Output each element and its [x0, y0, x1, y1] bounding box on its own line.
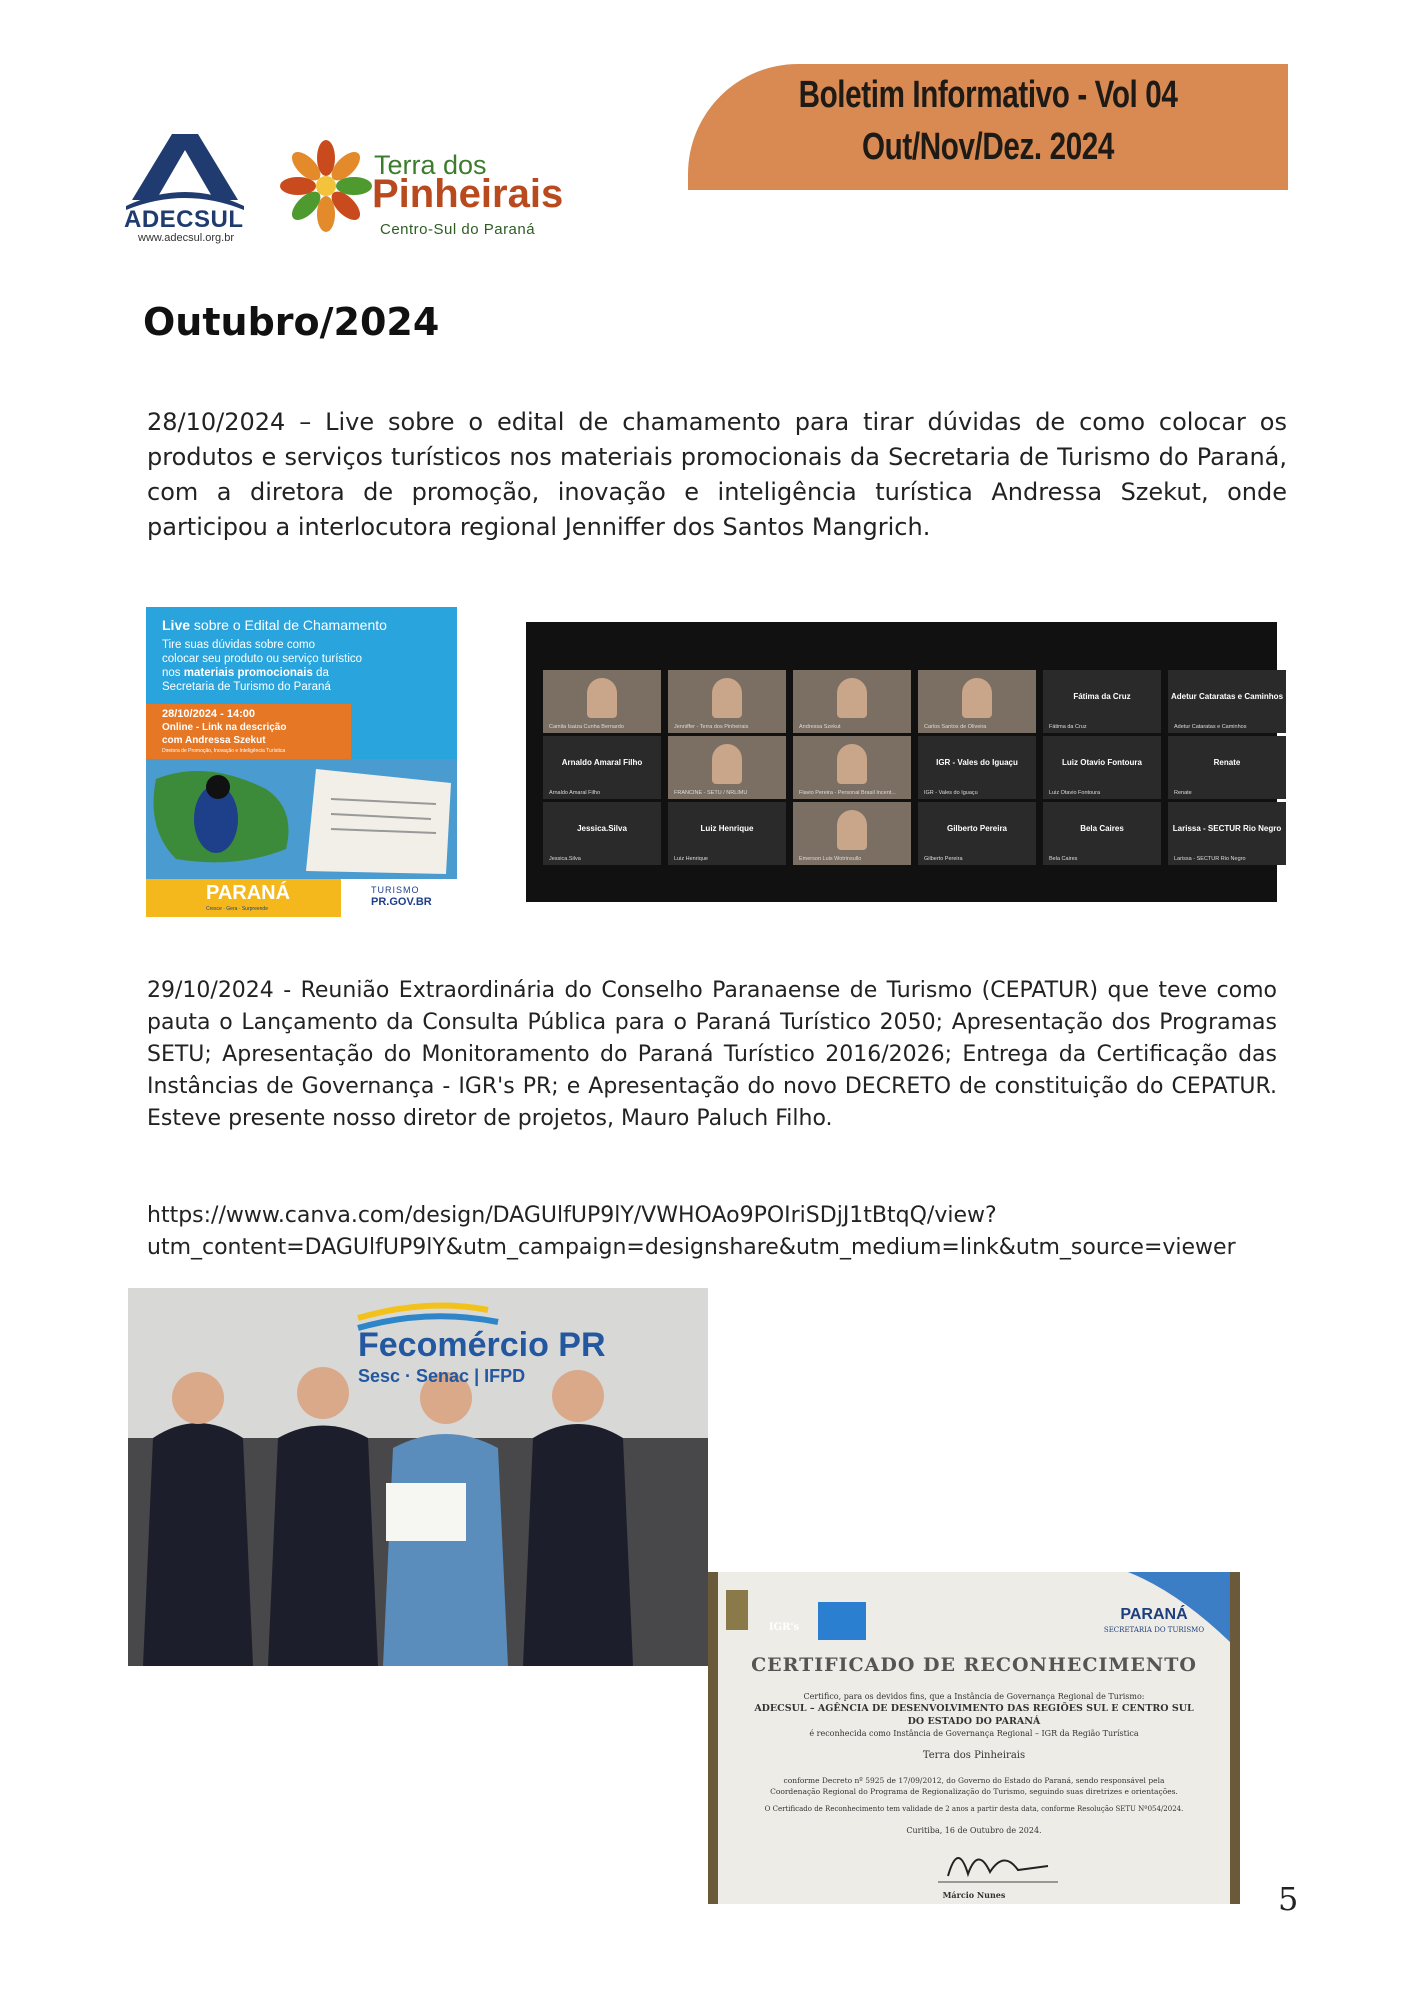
cert-state-sub: SECRETARIA DO TURISMO — [1103, 1626, 1205, 1634]
fecomercio-sign: Fecomércio PR — [358, 1326, 606, 1364]
poster-role: Diretora de Promoção, Inovação e Inteligência Turística — [162, 748, 286, 754]
participant-label: Flavio Pereira - Personal Brasil Incent... — [799, 790, 896, 796]
poster-title: Live sobre o Edital de Chamamento — [162, 617, 387, 633]
tp-logo-line2: Pinheirais — [372, 172, 564, 216]
meeting-tile — [1168, 736, 1286, 799]
participant-label: Jenniffer - Terra dos Pinheirais — [674, 724, 749, 730]
section-title: Outubro/2024 — [143, 300, 440, 344]
poster-line3: nos materiais promocionais da — [162, 667, 329, 679]
participant-label: Luiz Otavio Fontoura — [1049, 790, 1101, 796]
participant-name: Gilberto Pereira — [946, 824, 1008, 833]
poster-line1: Tire suas dúvidas sobre como — [162, 639, 315, 651]
participant-label: Arnaldo Amaral Filho — [549, 790, 601, 796]
poster-map-illustration — [146, 759, 457, 879]
certificate-photo — [708, 1572, 1240, 1904]
participant-name: Renate — [1213, 758, 1241, 767]
canva-link[interactable] — [147, 1200, 1297, 1264]
participant-label: Luiz Henrique — [674, 856, 708, 862]
meeting-tile — [793, 736, 911, 799]
participant-name: Luiz Henrique — [700, 824, 754, 833]
meeting-tile — [1043, 670, 1161, 733]
cert-title: CERTIFICADO DE RECONHECIMENTO — [751, 1654, 1197, 1676]
entry-29-10: 29/10/2024 - Reunião Extraordinária do Conselho Paranaense de Turismo (CEPATUR) que teve como pauta o Lançamento da Consulta Pública para o Paraná Turístico 2050; Apresentação dos Programas SETU; Apresentação do Monitoramento do Paraná Turístico 2016/2026; Entrega da Certificação das Instâncias de Governança - IGR's PR; e Apresentação do novo DECRETO de constituição do CEPATUR. Esteve presente nosso diretor de projetos, Mauro Paluch Filho. — [147, 978, 1277, 1131]
meeting-tile — [1043, 802, 1161, 865]
poster-line2: colocar seu produto ou serviço turístico — [162, 653, 363, 665]
poster-site-box — [341, 879, 457, 917]
poster-brand-sub: Cresce · Gera · Surpreende — [206, 906, 268, 912]
participant-label: Bela Caires — [1049, 856, 1078, 862]
tp-logo-line1: Terra dos — [374, 150, 487, 180]
participant-label: Gilberto Pereira — [924, 856, 963, 862]
participant-video — [712, 678, 742, 718]
participant-name: Adetur Cataratas e Caminhos — [1170, 692, 1284, 701]
cert-line2: ADECSUL – AGÊNCIA DE DESENVOLVIMENTO DAS REGIÕES SUL E CENTRO SUL — [754, 1703, 1194, 1714]
participant-name: Fátima da Cruz — [1073, 692, 1131, 701]
poster-site1: TURISMO — [371, 885, 420, 895]
meeting-tile — [918, 736, 1036, 799]
adecsul-url: www.adecsul.org.br — [138, 232, 234, 244]
poster-brand: PARANÁ — [206, 882, 291, 904]
meeting-tile — [793, 802, 911, 865]
participant-label: Carlos Santos de Oliveira — [924, 724, 987, 730]
poster-with: com Andressa Szekut — [162, 735, 266, 746]
bulletin-period: Out/Nov/Dez. 2024 — [862, 126, 1114, 168]
poster-site2: PR.GOV.BR — [371, 896, 432, 908]
terra-dos-pinheirais-flower-logo — [276, 136, 376, 236]
canva-link-line2[interactable]: utm_content=DAGUlfUP9lY&utm_campaign=designshare&utm_medium=link&utm_source=viewer — [147, 1235, 1236, 1260]
cert-line4: é reconhecida como Instância de Governança Regional – IGR da Região Turística — [809, 1729, 1139, 1738]
participant-label: IGR - Vales do Iguaçu — [924, 790, 978, 796]
participant-name: Luiz Otavio Fontoura — [1062, 758, 1142, 767]
meeting-tile — [543, 802, 661, 865]
poster-bird-map-art — [146, 759, 457, 879]
participant-label: Fátima da Cruz — [1049, 724, 1087, 730]
cert-line7: Coordenação Regional do Programa de Regionalização do Turismo, seguindo suas diretrizes e orientações. — [770, 1787, 1178, 1796]
meeting-tile — [543, 736, 661, 799]
participant-video — [712, 744, 742, 784]
participant-label: Adetur Cataratas e Caminhos — [1174, 724, 1247, 730]
participant-name: Bela Caires — [1080, 824, 1124, 833]
poster-datetime: 28/10/2024 - 14:00 — [162, 708, 255, 720]
cert-line1: Certifico, para os devidos fins, que a Instância de Governança Regional de Turismo: — [803, 1692, 1145, 1701]
cert-igr: IGR's — [768, 1622, 800, 1633]
participant-label: Camila Isaiza Cunha Bernardo — [549, 724, 624, 730]
video-meeting-screenshot — [526, 622, 1284, 902]
cert-signature — [938, 1836, 1058, 1888]
participant-video — [837, 744, 867, 784]
poster-line4: Secretaria de Turismo do Paraná — [162, 681, 331, 693]
cepatur-group-photo — [128, 1288, 708, 1666]
poster-event-box — [146, 704, 351, 759]
meeting-tile — [918, 802, 1036, 865]
poster-online: Online - Link na descrição — [162, 722, 287, 733]
tp-logo-line3: Centro-Sul do Paraná — [380, 221, 536, 238]
participant-name: IGR - Vales do Iguaçu — [936, 758, 1018, 767]
live-poster-image — [146, 607, 457, 917]
meeting-tile — [543, 670, 661, 733]
cert-line5: Terra dos Pinheirais — [922, 1750, 1026, 1761]
participant-name: Arnaldo Amaral Filho — [561, 758, 643, 767]
entry-28-10: 28/10/2024 – Live sobre o edital de chamamento para tirar dúvidas de como colocar os produtos e serviços turísticos nos materiais promocionais da Secretaria de Turismo do Paraná, com a diretora de promoção, inovação e inteligência turística Andressa Szekut, onde participou a interlocutora regional Jenniffer dos Santos Mangrich. — [147, 408, 1287, 541]
participant-video — [837, 810, 867, 850]
participant-name: Larissa - SECTUR Rio Negro — [1172, 824, 1282, 833]
participant-video — [587, 678, 617, 718]
cert-signer: Márcio Nunes — [942, 1890, 1006, 1900]
canva-link-line1[interactable]: https://www.canva.com/design/DAGUlfUP9lY/VWHOAo9POIriSDjJ1tBtqQ/view? — [147, 1203, 997, 1228]
participant-label: Emerson Luis Wotrinsullo — [799, 856, 862, 862]
participant-label: Andressa Szekut — [799, 724, 841, 730]
meeting-tile — [668, 736, 786, 799]
meeting-tile — [793, 670, 911, 733]
cert-line8: O Certificado de Reconhecimento tem validade de 2 anos a partir desta data, conforme Resolução SETU Nº054/2024. — [764, 1805, 1184, 1813]
cert-line3: DO ESTADO DO PARANÁ — [907, 1716, 1041, 1727]
page-number: 5 — [1278, 1880, 1299, 1918]
meeting-tile — [1168, 802, 1286, 865]
participant-label: Larissa - SECTUR Rio Negro — [1174, 856, 1246, 862]
participant-label: Jessica.Silva — [549, 856, 581, 862]
participant-label: FRANCINE - SETU / NRLIMU — [674, 790, 748, 796]
meeting-tile — [918, 670, 1036, 733]
fecomercio-sign-sub: Sesc · Senac | IFPD — [358, 1366, 526, 1386]
meeting-tile — [668, 802, 786, 865]
participant-video — [837, 678, 867, 718]
bulletin-title: Boletim Informativo - Vol 04 — [798, 74, 1178, 116]
meeting-tile — [1168, 670, 1286, 733]
cert-state: PARANÁ — [1120, 1606, 1188, 1623]
adecsul-name: ADECSUL — [124, 206, 244, 233]
cert-line6: conforme Decreto nº 5925 de 17/09/2012, do Governo do Estado do Paraná, sendo responsável pela — [783, 1776, 1165, 1785]
cert-line9: Curitiba, 16 de Outubro de 2024. — [906, 1826, 1042, 1835]
meeting-tile — [1043, 736, 1161, 799]
bulletin-banner — [688, 64, 1288, 190]
meeting-tile — [668, 670, 786, 733]
participant-video — [962, 678, 992, 718]
participant-name: Jessica.Silva — [577, 824, 627, 833]
participant-label: Renate — [1174, 790, 1192, 796]
